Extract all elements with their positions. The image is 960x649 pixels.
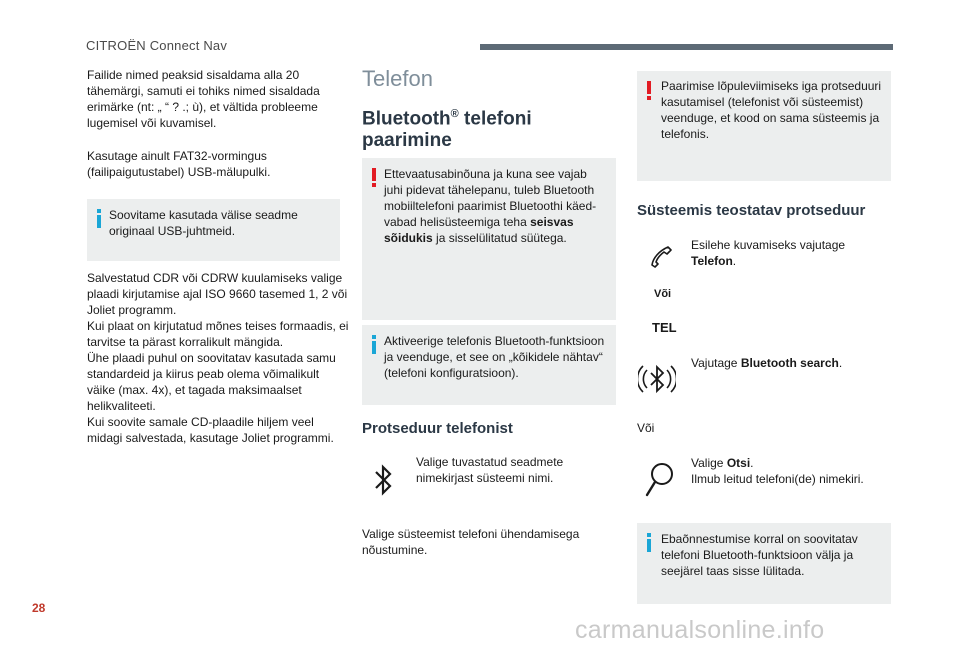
step3-line2: Ilmub leitud telefoni(de) nimekiri.	[691, 472, 864, 486]
info-box-text: Aktiveerige telefonis Bluetooth-funktsioon ja veenduge, et see on „kõikidele nähtav“ (telefoni konfiguratsioon).	[384, 334, 605, 380]
warning-text-bold: seisvas sõidukis	[384, 215, 574, 245]
info-icon	[97, 209, 101, 229]
warning-text-a: Ettevaatusabinõuna ja kuna see vajab juhi pidevat tähelepanu, tuleb Bluetooth mobiiltelefoni paarimist Bluetoothi käed-vabad helisüsteemiga teha	[384, 167, 597, 229]
accept-connection-paragraph: Valige süsteemist telefoni ühendamisega nõustumine.	[362, 527, 580, 557]
bluetooth-pairing-heading	[362, 103, 612, 152]
bluetooth-icon	[373, 462, 395, 498]
step1-bold: Telefon	[691, 254, 733, 268]
step2-text-a: Vajutage	[691, 356, 741, 370]
warning-box-code	[637, 71, 891, 181]
step3-text	[691, 455, 891, 487]
info-box-text: Soovitame kasutada välise seadme originaal USB-juhtmeid.	[109, 208, 298, 238]
step3-text-a: Valige	[691, 456, 727, 470]
page-number: 28	[32, 601, 46, 615]
step2-bold: Bluetooth search	[740, 356, 839, 370]
info-box-usb-cable	[87, 199, 340, 261]
heading-bluetooth: Bluetooth	[362, 108, 451, 130]
step1-text-a: Esilehe kuvamiseks vajutage	[691, 238, 846, 252]
info-box-text: Ebaõnnestumise korral on soovitatav telefoni Bluetooth-funktsioon välja ja seejärel taas sisse lülitada.	[661, 532, 858, 578]
or-label-2: Või	[637, 421, 655, 435]
step1-text	[691, 237, 881, 269]
info-box-retry	[637, 523, 891, 604]
system-procedure-heading: Süsteemis teostatav protseduur	[637, 202, 866, 219]
header-bar	[480, 44, 893, 50]
warning-box-text	[384, 166, 606, 246]
or-label-1: Või	[654, 288, 672, 300]
format-paragraph: Kui plaat on kirjutatud mõnes teises formaadis, ei tarvitse ta pärast korralikult mängida.	[87, 319, 349, 349]
tel-button-label: TEL	[652, 320, 677, 335]
phone-procedure-heading: Protseduur telefonist	[362, 420, 513, 437]
step2-end: .	[838, 356, 843, 370]
bt-step-text: Valige tuvastatud seadmete nimekirjast süsteemi nimi.	[416, 455, 564, 485]
header-title: CITROËN Connect Nav	[86, 38, 228, 53]
heading-paarimine: paarimine	[362, 130, 452, 152]
warning-icon	[647, 81, 651, 101]
search-magnifier-icon	[643, 460, 677, 500]
warning-box-text: Paarimise lõpuleviimiseks iga protseduuri kasutamisel (telefonist või süsteemist) veenduge, et kood on sama süsteemis ja telefonis.	[661, 79, 882, 141]
section-title: Telefon	[362, 66, 433, 91]
step3-end: .	[750, 456, 754, 470]
filename-paragraph: Failide nimed peaksid sisaldama alla 20 tähemärgi, samuti ei tohiks nimed sisaldada erimärke (nt: „ “ ? .; ù), et vältida probleeme lugemisel või kuvamisel.	[87, 68, 320, 130]
usb-format-paragraph: Kasutage ainult FAT32-vormingus (failipaigutustabel) USB-mälupulki.	[87, 149, 271, 179]
warning-text-b: ja sisselülitatud süütega.	[432, 231, 567, 245]
heading-telefoni: telefoni	[458, 108, 532, 130]
step3-bold: Otsi	[726, 456, 751, 470]
step1-end: .	[732, 254, 737, 268]
registered-mark: ®	[450, 108, 459, 120]
standards-paragraph: Ühe plaadi puhul on soovitatav kasutada samu standardeid ja kiirus peab olema võimalikult väike (max. 4x), et tagada maksimaalset helikvaliteeti.	[87, 351, 336, 413]
watermark: carmanualsonline.info	[575, 616, 825, 644]
cdr-paragraph: Salvestatud CDR või CDRW kuulamiseks valige plaadi kirjutamise ajal ISO 9660 tasemed 1, 2 või Joliet programm.	[87, 271, 348, 317]
phone-handset-icon	[648, 243, 674, 269]
joliet-paragraph: Kui soovite samale CD-plaadile hiljem veel midagi salvestada, kasutage Joliet programmi.	[87, 415, 334, 445]
info-icon	[372, 335, 376, 355]
warning-box-pairing	[362, 158, 616, 320]
info-box-visibility	[362, 325, 616, 405]
warning-icon	[372, 168, 376, 188]
step2-text	[691, 355, 881, 371]
info-icon	[647, 533, 651, 553]
bluetooth-search-icon	[638, 360, 676, 398]
